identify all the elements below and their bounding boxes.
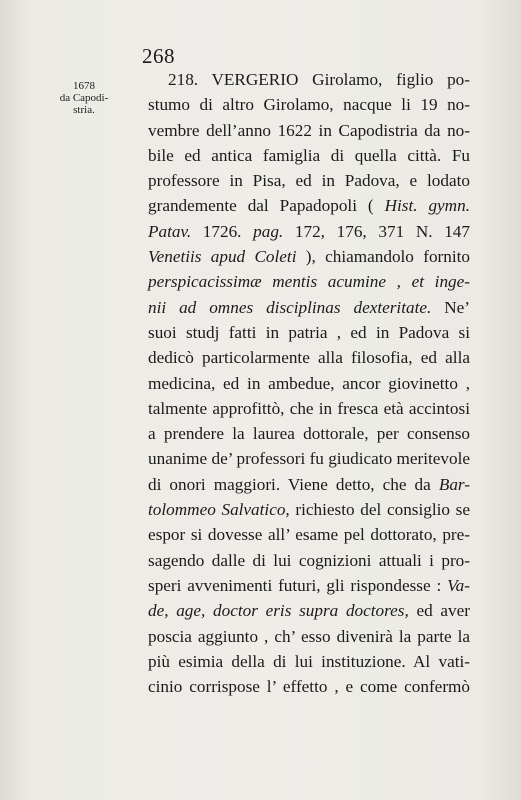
text-segment: unanime de’ professori fu giudicato meritevole xyxy=(148,449,470,469)
text-line xyxy=(148,143,470,168)
text-line xyxy=(148,421,470,446)
text-segment: stumo di altro Girolamo, nacque li 19 no- xyxy=(148,95,470,115)
text-line xyxy=(148,193,470,218)
text-line xyxy=(148,118,470,143)
italic-text: Bar- xyxy=(438,474,470,494)
margin-note-place: da Capodi- xyxy=(59,92,109,104)
text-segment: Ne’ xyxy=(431,297,471,317)
text-segment: poscia aggiunto , ch’ esso divenirà la parte la xyxy=(148,626,470,646)
text-segment: richiesto del consiglio se xyxy=(289,500,470,520)
entry-text xyxy=(148,67,470,699)
text-line xyxy=(148,345,470,370)
text-segment: grandemente dal Papadopoli ( xyxy=(148,196,385,216)
text-segment: a prendere la laurea dottorale, per consenso xyxy=(148,424,470,444)
text-line xyxy=(148,446,470,471)
text-line xyxy=(148,649,470,674)
text-segment: ed aver xyxy=(408,601,470,621)
text-segment: ), chiamandolo fornito xyxy=(296,247,470,267)
text-line xyxy=(148,168,470,193)
italic-text: Hist. gymn. xyxy=(384,196,470,216)
page-number: 268 xyxy=(142,44,175,68)
text-segment: dedicò particolarmente alla filosofia, ed alla xyxy=(148,348,470,368)
text-segment: 218. VERGERIO Girolamo, figlio po- xyxy=(168,70,470,89)
text-segment: 172, 176, 371 N. 147 xyxy=(283,221,470,241)
text-line xyxy=(148,548,470,573)
text-segment: 1726. xyxy=(191,221,254,241)
text-line xyxy=(148,472,470,497)
text-segment: cinio corrispose l’ effetto , e come confermò xyxy=(148,677,470,697)
text-line xyxy=(148,573,470,598)
text-line xyxy=(148,67,470,92)
text-line xyxy=(148,92,470,117)
text-segment: speri avvenimenti futuri, gli rispondesse : xyxy=(148,575,448,595)
text-line xyxy=(148,598,470,623)
text-line xyxy=(148,396,470,421)
italic-text: Venetiis apud Coleti xyxy=(148,247,297,267)
text-line xyxy=(148,624,470,649)
text-line xyxy=(148,295,470,320)
text-segment: di onori maggiori. Viene detto, che da xyxy=(148,474,439,494)
italic-text: Patav. xyxy=(148,221,192,241)
text-line xyxy=(148,219,470,244)
text-line xyxy=(148,244,470,269)
text-segment: medicina, ed in ambedue, ancor giovinetto , xyxy=(148,373,470,393)
text-segment: espor si dovesse all’ esame pel dottorato, pre- xyxy=(148,525,470,545)
text-segment: più esimia della di lui instituzione. Al vati- xyxy=(148,651,470,671)
text-line xyxy=(148,674,470,699)
text-segment: sagendo dalle di lui cognizioni attuali i pro- xyxy=(148,550,470,570)
italic-text: perspicacissimæ mentis acumine , et inge- xyxy=(148,272,470,292)
margin-note xyxy=(42,80,126,116)
italic-text: tolommeo Salvatico, xyxy=(148,500,290,520)
italic-text: nii ad omnes disciplinas dexteritate. xyxy=(148,297,432,317)
text-line xyxy=(148,522,470,547)
margin-note-place-end: stria. xyxy=(73,104,95,116)
text-line xyxy=(148,371,470,396)
text-segment: talmente approfittò, che in fresca età accintosi xyxy=(148,398,470,418)
italic-text: Va- xyxy=(447,575,470,595)
text-segment: vembre dell’anno 1622 in Capodistria da no- xyxy=(148,120,470,140)
text-line xyxy=(148,320,470,345)
text-line xyxy=(148,497,470,522)
italic-text: de, age, doctor eris supra doctores, xyxy=(148,601,409,621)
text-line xyxy=(148,269,470,294)
text-segment: bile ed antica famiglia di quella città. Fu xyxy=(148,145,470,165)
italic-text: pag. xyxy=(253,221,284,241)
margin-note-year: 1678 xyxy=(73,80,95,92)
text-segment: suoi studj fatti in patria , ed in Padova si xyxy=(148,322,470,342)
text-segment: professore in Pisa, ed in Padova, e lodato xyxy=(148,171,470,191)
